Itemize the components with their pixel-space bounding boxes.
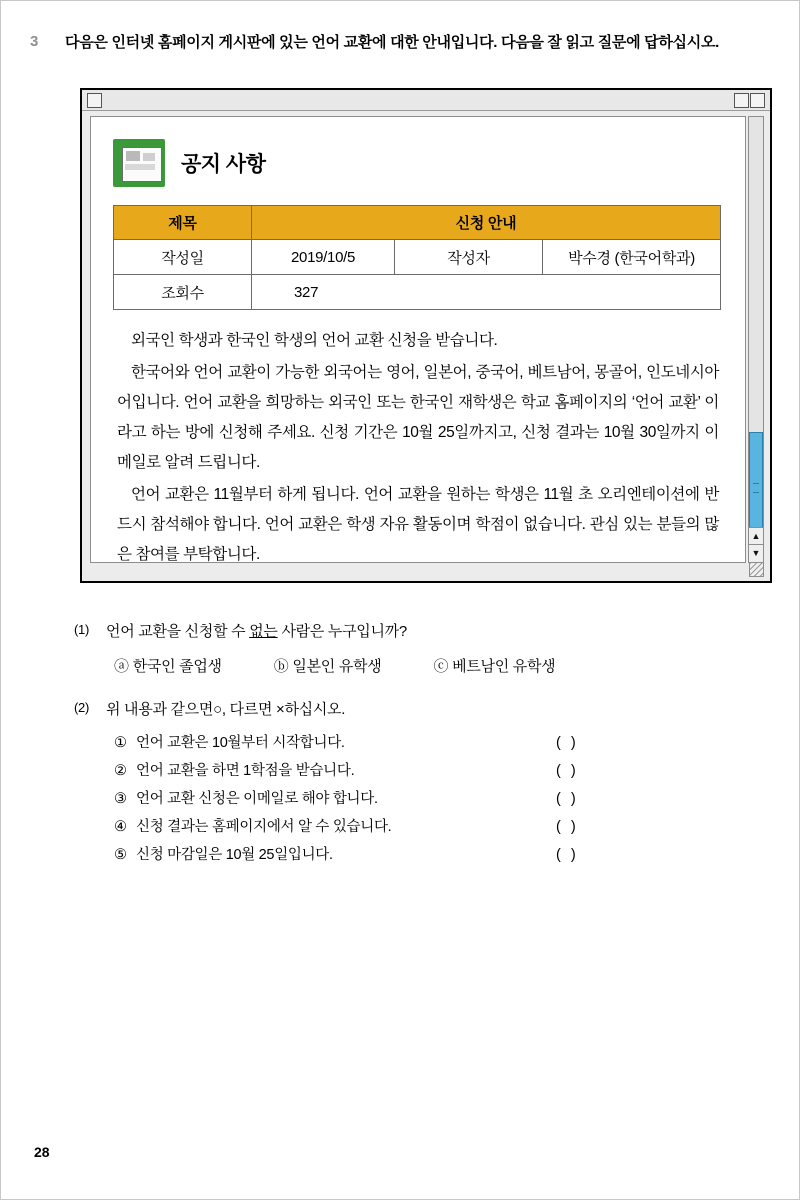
window-content	[90, 116, 746, 563]
item-2-answer-box[interactable]: ( )	[556, 763, 579, 779]
scroll-down-arrow-icon[interactable]: ▼	[749, 544, 763, 562]
vertical-scrollbar[interactable]	[748, 116, 764, 563]
choice-a[interactable]	[114, 655, 222, 676]
item-1-text: 언어 교환은 10월부터 시작합니다.	[136, 735, 345, 751]
item-3-text: 언어 교환 신청은 이메일로 해야 합니다.	[136, 791, 378, 807]
question-2-text: 위 내용과 같으면○, 다르면 ×하십시오.	[106, 701, 346, 718]
table-row	[114, 240, 721, 275]
choice-b-marker: ⓑ	[273, 658, 289, 675]
list-item[interactable]	[114, 759, 774, 787]
window-resize-grip[interactable]	[749, 562, 764, 577]
row1-value1: 2019/10/5	[252, 240, 395, 275]
item-5-marker: ⑤	[114, 847, 127, 863]
header-value-cell: 신청 안내	[252, 206, 721, 240]
item-3-answer-box[interactable]: ( )	[556, 791, 579, 807]
choice-b-label: 일본인 유학생	[292, 658, 382, 675]
choice-b[interactable]	[274, 655, 382, 676]
row1-label2: 작성자	[395, 240, 543, 275]
question-1-text	[106, 620, 774, 641]
scrollbar-thumb[interactable]	[749, 432, 763, 542]
item-5-answer-box[interactable]: ( )	[556, 847, 579, 863]
scroll-up-arrow-icon[interactable]: ▲	[749, 527, 763, 545]
row2-value1: 327	[252, 275, 721, 310]
choice-a-label: 한국인 졸업생	[132, 658, 222, 675]
list-item[interactable]	[114, 731, 774, 759]
item-5-text: 신청 마감일은 10월 25일입니다.	[136, 847, 333, 863]
row1-label1: 작성일	[114, 240, 252, 275]
notice-window	[80, 88, 772, 583]
window-close-box-icon[interactable]	[87, 93, 102, 108]
choice-c-marker: ⓒ	[433, 658, 449, 675]
item-2-text: 언어 교환을 하면 1학점을 받습니다.	[136, 763, 355, 779]
window-titlebar	[82, 90, 770, 111]
question-1-text-underline: 없는	[249, 623, 278, 640]
item-2-marker: ②	[114, 763, 127, 779]
question-1-choices	[114, 655, 774, 676]
table-header-row	[114, 206, 721, 240]
list-item[interactable]	[114, 843, 774, 871]
row1-value2: 박수경 (한국어학과)	[543, 240, 721, 275]
notice-paragraph: 한국어와 언어 교환이 가능한 외국어는 영어, 일본어, 중국어, 베트남어, 몽골어, 인도네시아어입니다. 언어 교환을 희망하는 외국인 또는 한국인 재학생은 학교 홈페이지의 ‘언어 교환’ 이라고 하는 방에 신청해 주세요. 신청 기간은 10월 25일까지고, 신청 결과는 10월 30일까지 이메일로 알려 드립니다.	[117, 364, 719, 471]
notice-header	[113, 139, 745, 187]
question-1-text-before: 언어 교환을 신청할 수	[106, 623, 250, 640]
table-row	[114, 275, 721, 310]
question-2-items	[114, 731, 774, 871]
questions-section	[74, 620, 774, 877]
page-number: 28	[34, 1144, 50, 1160]
list-item[interactable]	[114, 815, 774, 843]
choice-c-label: 베트남인 유학생	[452, 658, 556, 675]
item-4-marker: ④	[114, 819, 127, 835]
window-collapse-box-icon[interactable]	[750, 93, 765, 108]
row2-label1: 조회수	[114, 275, 252, 310]
item-4-text: 신청 결과는 홈페이지에서 알 수 있습니다.	[136, 819, 392, 835]
notice-paragraph: 언어 교환은 11월부터 하게 됩니다. 언어 교환을 원하는 학생은 11월 초 오리엔테이션에 반드시 참석해야 합니다. 언어 교환은 학생 자유 활동이며 학점이 없습니다. 관심 있는 분들의 많은 참여를 부탁합니다.	[117, 486, 719, 563]
prompt-text: 다음은 인터넷 홈페이지 게시판에 있는 언어 교환에 대한 안내입니다. 다음을 잘 읽고 질문에 답하십시오.	[65, 34, 719, 51]
question-number: 3	[30, 33, 39, 50]
choice-c[interactable]	[433, 655, 555, 676]
item-1-marker: ①	[114, 735, 127, 751]
question-1-label: (1)	[74, 622, 89, 637]
choice-a-marker: ⓐ	[114, 658, 129, 675]
item-1-answer-box[interactable]: ( )	[556, 735, 579, 751]
notice-board-icon	[113, 139, 165, 187]
question-1-text-after: 사람은 누구입니까?	[277, 623, 407, 640]
notice-info-table	[113, 205, 721, 310]
question-prompt	[30, 30, 770, 56]
item-4-answer-box[interactable]: ( )	[556, 819, 579, 835]
question-2-label: (2)	[74, 700, 89, 715]
header-label-cell: 제목	[114, 206, 252, 240]
question-1	[74, 620, 774, 676]
window-zoom-box-icon[interactable]	[734, 93, 749, 108]
notice-body	[117, 326, 719, 563]
question-2	[74, 698, 774, 871]
notice-paragraph: 외국인 학생과 한국인 학생의 언어 교환 신청을 받습니다.	[131, 332, 498, 349]
notice-title: 공지 사항	[181, 153, 266, 176]
list-item[interactable]	[114, 787, 774, 815]
item-3-marker: ③	[114, 791, 127, 807]
